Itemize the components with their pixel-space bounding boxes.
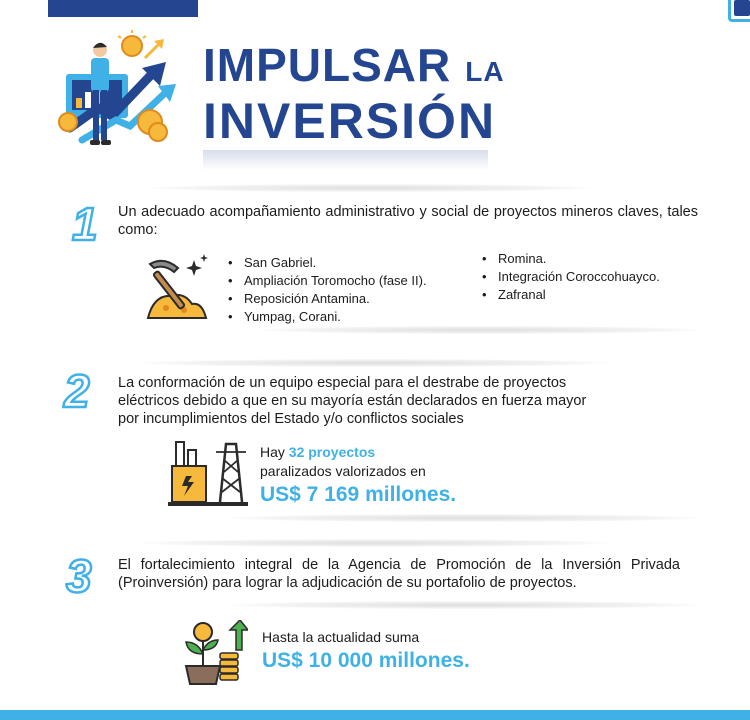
power-plant-tower-icon bbox=[166, 440, 250, 508]
list-item: • Reposición Antamina. bbox=[228, 290, 427, 308]
divider-top-2 bbox=[140, 359, 610, 367]
item-3-text: El fortalecimiento integral de la Agencia de Promoción de la Inversión Privada (Proinversión) para lograr la adjudicación de su portafolio de proyectos. bbox=[118, 557, 680, 591]
title-line-1 bbox=[203, 39, 505, 91]
item-number-1: 1 bbox=[72, 198, 98, 250]
item-number-2: 2 bbox=[64, 365, 90, 417]
item-2-text-line: por incumplimientos del Estado y/o conflictos sociales bbox=[118, 411, 464, 427]
item-3-stat-line-1: Hasta la actualidad suma bbox=[262, 629, 420, 645]
projects-list-col-2 bbox=[482, 250, 660, 304]
list-item: • Yumpag, Corani. bbox=[228, 308, 427, 326]
item-2-stat-line-1 bbox=[260, 444, 375, 460]
title-word-inversion: INVERSIÓN bbox=[203, 93, 497, 149]
stat-prefix: Hay bbox=[260, 444, 285, 460]
divider-top-3 bbox=[140, 539, 610, 547]
pickaxe-gold-icon bbox=[144, 252, 214, 322]
stat-highlight: 32 proyectos bbox=[288, 444, 376, 460]
money-plant-coins-icon bbox=[180, 620, 248, 686]
title-word-impulsar: IMPULSAR bbox=[203, 39, 452, 91]
list-item: • Zafranal bbox=[482, 286, 660, 304]
divider-bottom-3 bbox=[230, 601, 700, 609]
item-1-text: Un adecuado acompañamiento administrativo y social de proyectos mineros claves, tales como: bbox=[118, 204, 698, 238]
corner-logo-mark bbox=[728, 0, 750, 22]
divider-bottom-1 bbox=[260, 326, 700, 334]
item-2-text-line: eléctricos debido a que en su mayoría están declarados en fuerza mayor bbox=[118, 393, 587, 409]
title-word-la: LA bbox=[465, 56, 505, 87]
divider-top-1 bbox=[150, 184, 590, 192]
divider-bottom-2 bbox=[230, 514, 700, 522]
item-3-stat-amount: US$ 10 000 millones. bbox=[262, 649, 470, 672]
list-item: • Ampliación Toromocho (fase II). bbox=[228, 272, 427, 290]
item-number-3: 3 bbox=[66, 550, 92, 602]
projects-list-col-1 bbox=[228, 254, 427, 326]
list-item: • Romina. bbox=[482, 250, 660, 268]
list-item: • San Gabriel. bbox=[228, 254, 427, 272]
list-item: • Integración Coroccohuayco. bbox=[482, 268, 660, 286]
item-2-stat-line-2: paralizados valorizados en bbox=[260, 463, 426, 479]
businessman-growth-chart-icon bbox=[50, 28, 190, 158]
title-line-2 bbox=[203, 93, 497, 149]
item-2-stat-amount: US$ 7 169 millones. bbox=[260, 483, 457, 506]
title-reflection bbox=[203, 150, 488, 170]
item-2-text bbox=[118, 374, 586, 428]
top-accent-bar bbox=[48, 0, 198, 17]
bottom-accent-bar bbox=[0, 710, 750, 720]
item-2-text-line: La conformación de un equipo especial para el destrabe de proyectos bbox=[118, 375, 567, 391]
